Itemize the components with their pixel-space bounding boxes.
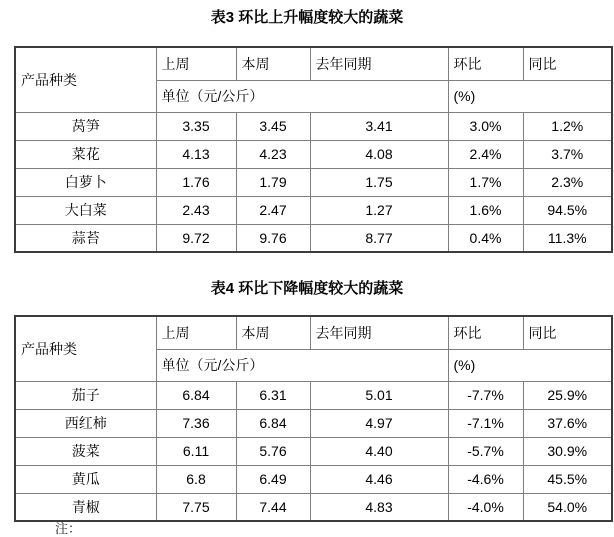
last-year-price-cell: 3.41 bbox=[310, 112, 448, 140]
table4-header-wow: 环比 bbox=[448, 316, 523, 349]
table3-header-product: 产品种类 bbox=[15, 47, 156, 112]
last-week-price-cell: 6.11 bbox=[156, 437, 236, 465]
wow-percent-cell: -4.0% bbox=[448, 493, 523, 521]
last-year-price-cell: 4.40 bbox=[310, 437, 448, 465]
last-year-price-cell: 5.01 bbox=[310, 381, 448, 409]
yoy-percent-cell: 1.2% bbox=[523, 112, 612, 140]
last-week-price-cell: 7.36 bbox=[156, 409, 236, 437]
table4-header-this-week: 本周 bbox=[236, 316, 310, 349]
table3-header-last-year: 去年同期 bbox=[310, 47, 448, 80]
yoy-percent-cell: 37.6% bbox=[523, 409, 612, 437]
table4-header-last-week: 上周 bbox=[156, 316, 236, 349]
wow-percent-cell: 1.6% bbox=[448, 196, 523, 224]
product-name-cell: 菠菜 bbox=[15, 437, 156, 465]
product-name-cell: 菜花 bbox=[15, 140, 156, 168]
last-week-price-cell: 1.76 bbox=[156, 168, 236, 196]
table4-header-yoy: 同比 bbox=[523, 316, 612, 349]
this-week-price-cell: 6.31 bbox=[236, 381, 310, 409]
this-week-price-cell: 7.44 bbox=[236, 493, 310, 521]
table3-header-wow: 环比 bbox=[448, 47, 523, 80]
last-year-price-cell: 4.97 bbox=[310, 409, 448, 437]
product-name-cell: 大白菜 bbox=[15, 196, 156, 224]
last-year-price-cell: 4.83 bbox=[310, 493, 448, 521]
product-name-cell: 蒜苔 bbox=[15, 224, 156, 252]
yoy-percent-cell: 30.9% bbox=[523, 437, 612, 465]
wow-percent-cell: 1.7% bbox=[448, 168, 523, 196]
table4-header-product: 产品种类 bbox=[15, 316, 156, 381]
table4-falling-vegetables bbox=[14, 315, 613, 522]
table3-row-3 bbox=[15, 168, 612, 196]
table4-row-3 bbox=[15, 437, 612, 465]
table3-header-row-1 bbox=[15, 47, 612, 80]
table3-header-yoy: 同比 bbox=[523, 47, 612, 80]
wow-percent-cell: -4.6% bbox=[448, 465, 523, 493]
table3-title: 表3 环比上升幅度较大的蔬菜 bbox=[210, 9, 404, 26]
this-week-price-cell: 6.84 bbox=[236, 409, 310, 437]
last-week-price-cell: 4.13 bbox=[156, 140, 236, 168]
wow-percent-cell: 3.0% bbox=[448, 112, 523, 140]
table4-row-4 bbox=[15, 465, 612, 493]
product-name-cell: 莴笋 bbox=[15, 112, 156, 140]
yoy-percent-cell: 25.9% bbox=[523, 381, 612, 409]
product-name-cell: 青椒 bbox=[15, 493, 156, 521]
yoy-percent-cell: 54.0% bbox=[523, 493, 612, 521]
table3-row-5 bbox=[15, 224, 612, 252]
last-week-price-cell: 6.84 bbox=[156, 381, 236, 409]
last-year-price-cell: 8.77 bbox=[310, 224, 448, 252]
yoy-percent-cell: 11.3% bbox=[523, 224, 612, 252]
yoy-percent-cell: 94.5% bbox=[523, 196, 612, 224]
table3-unit-cell: 单位（元/公斤） bbox=[156, 80, 448, 112]
wow-percent-cell: 0.4% bbox=[448, 224, 523, 252]
table3-row-1 bbox=[15, 112, 612, 140]
product-name-cell: 白萝卜 bbox=[15, 168, 156, 196]
wow-percent-cell: -7.7% bbox=[448, 381, 523, 409]
last-year-price-cell: 1.27 bbox=[310, 196, 448, 224]
this-week-price-cell: 2.47 bbox=[236, 196, 310, 224]
table4-row-5 bbox=[15, 493, 612, 521]
wow-percent-cell: -5.7% bbox=[448, 437, 523, 465]
last-year-price-cell: 1.75 bbox=[310, 168, 448, 196]
this-week-price-cell: 3.45 bbox=[236, 112, 310, 140]
last-year-price-cell: 4.08 bbox=[310, 140, 448, 168]
clipped-note-text: 注： bbox=[55, 521, 82, 536]
product-name-cell: 黄瓜 bbox=[15, 465, 156, 493]
product-name-cell: 西红柿 bbox=[15, 409, 156, 437]
table3-header-last-week: 上周 bbox=[156, 47, 236, 80]
table3-rising-vegetables bbox=[14, 46, 613, 253]
yoy-percent-cell: 2.3% bbox=[523, 168, 612, 196]
table4-header-last-year: 去年同期 bbox=[310, 316, 448, 349]
this-week-price-cell: 1.79 bbox=[236, 168, 310, 196]
table3-header-this-week: 本周 bbox=[236, 47, 310, 80]
this-week-price-cell: 4.23 bbox=[236, 140, 310, 168]
this-week-price-cell: 5.76 bbox=[236, 437, 310, 465]
table4-row-1 bbox=[15, 381, 612, 409]
last-week-price-cell: 6.8 bbox=[156, 465, 236, 493]
this-week-price-cell: 6.49 bbox=[236, 465, 310, 493]
table3-row-2 bbox=[15, 140, 612, 168]
table4-title: 表4 环比下降幅度较大的蔬菜 bbox=[210, 280, 404, 297]
table3-percent-unit-cell: (%) bbox=[448, 80, 612, 112]
wow-percent-cell: -7.1% bbox=[448, 409, 523, 437]
table4-header-row-1 bbox=[15, 316, 612, 349]
last-week-price-cell: 3.35 bbox=[156, 112, 236, 140]
product-name-cell: 茄子 bbox=[15, 381, 156, 409]
last-year-price-cell: 4.46 bbox=[310, 465, 448, 493]
this-week-price-cell: 9.76 bbox=[236, 224, 310, 252]
yoy-percent-cell: 45.5% bbox=[523, 465, 612, 493]
wow-percent-cell: 2.4% bbox=[448, 140, 523, 168]
last-week-price-cell: 7.75 bbox=[156, 493, 236, 521]
table4-percent-unit-cell: (%) bbox=[448, 349, 612, 381]
last-week-price-cell: 2.43 bbox=[156, 196, 236, 224]
yoy-percent-cell: 3.7% bbox=[523, 140, 612, 168]
table4-row-2 bbox=[15, 409, 612, 437]
last-week-price-cell: 9.72 bbox=[156, 224, 236, 252]
table4-unit-cell: 单位（元/公斤） bbox=[156, 349, 448, 381]
table3-row-4 bbox=[15, 196, 612, 224]
